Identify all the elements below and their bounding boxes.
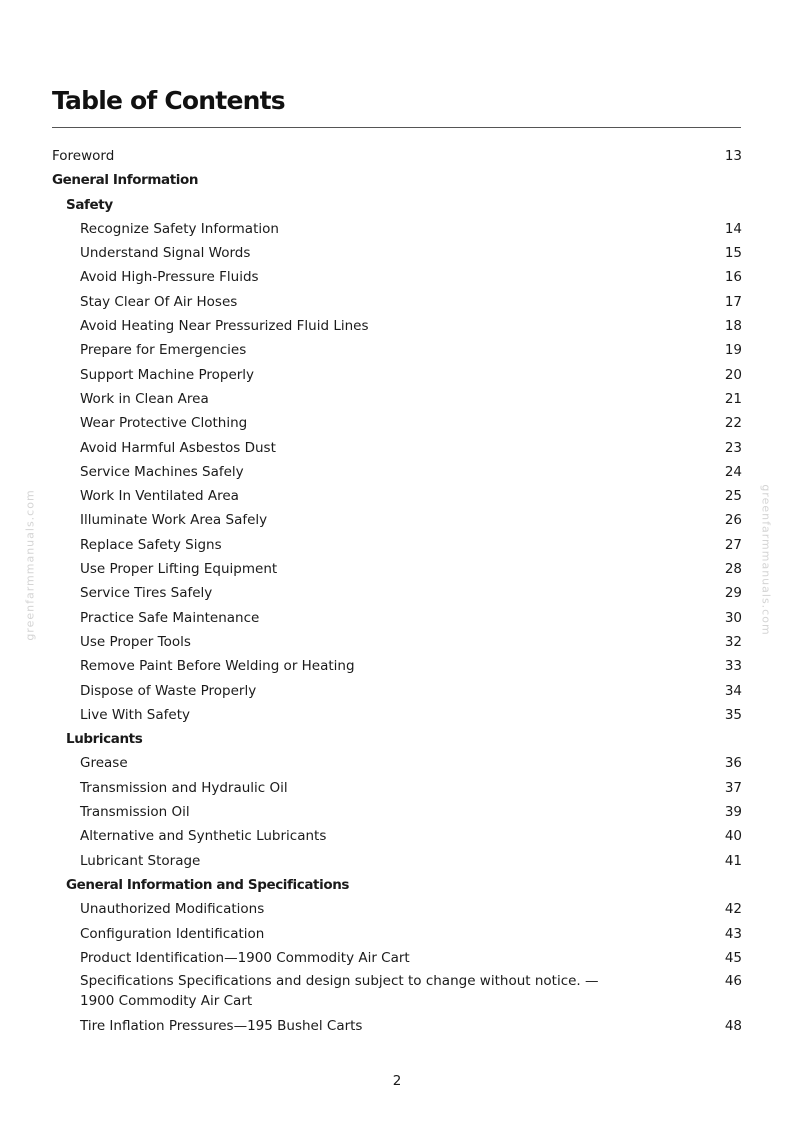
toc-list <box>52 144 742 1038</box>
toc-entry-page: 48 <box>724 1018 742 1035</box>
toc-entry-label: Avoid Heating Near Pressurized Fluid Lines <box>80 318 369 335</box>
toc-entry-page: 35 <box>724 706 742 723</box>
toc-entry-page: 26 <box>724 512 742 529</box>
toc-entry-label: Service Machines Safely <box>80 463 244 480</box>
toc-entry-page: 37 <box>724 779 742 796</box>
toc-entry[interactable] <box>52 946 742 970</box>
toc-subsection-heading[interactable] <box>52 193 742 217</box>
toc-entry-page: 19 <box>724 342 742 359</box>
toc-entry-page: 16 <box>724 269 742 286</box>
toc-entry-label: Live With Safety <box>80 706 190 723</box>
toc-entry-page: 14 <box>724 220 742 237</box>
page-number: 2 <box>392 1073 402 1089</box>
toc-entry-page: 46 <box>724 973 742 990</box>
toc-entry-page: 20 <box>724 366 742 383</box>
toc-entry[interactable] <box>52 751 742 775</box>
toc-section-heading[interactable] <box>52 168 742 192</box>
toc-entry-label: Practice Safe Maintenance <box>80 609 260 626</box>
toc-entry-label: Transmission Oil <box>80 804 190 821</box>
toc-entry[interactable] <box>52 679 742 703</box>
toc-subsection-heading[interactable] <box>52 873 742 897</box>
toc-entry[interactable] <box>52 363 742 387</box>
toc-entry-page: 24 <box>724 463 742 480</box>
toc-entry-label: Dispose of Waste Properly <box>80 682 257 699</box>
toc-entry-label: General Information and Specifications <box>66 876 350 893</box>
toc-entry[interactable] <box>52 436 742 460</box>
toc-entry-page: 23 <box>724 439 742 456</box>
toc-entry-page: 17 <box>724 293 742 310</box>
toc-entry-label: Tire Inflation Pressures—195 Bushel Carts <box>80 1018 363 1035</box>
toc-entry[interactable] <box>52 484 742 508</box>
toc-entry-page: 22 <box>724 415 742 432</box>
toc-entry-label: Specifications Specifications and design subject to change without notice. —1900 Commodity Air Cart <box>80 973 599 1009</box>
toc-entry-label: Illuminate Work Area Safely <box>80 512 268 529</box>
toc-entry-page: 32 <box>724 633 742 650</box>
toc-entry[interactable] <box>52 460 742 484</box>
toc-entry-page: 36 <box>724 755 742 772</box>
toc-entry-page: 40 <box>724 828 742 845</box>
toc-entry-page: 13 <box>724 148 742 164</box>
toc-entry-label: Safety <box>66 196 113 213</box>
toc-entry-page: 15 <box>724 245 742 262</box>
toc-entry[interactable] <box>52 581 742 605</box>
toc-entry[interactable] <box>52 970 742 1014</box>
toc-entry-label: Use Proper Lifting Equipment <box>80 561 278 578</box>
toc-entry-label: Avoid Harmful Asbestos Dust <box>80 439 276 456</box>
toc-entry-label: Alternative and Synthetic Lubricants <box>80 828 327 845</box>
toc-entry[interactable] <box>52 703 742 727</box>
toc-entry-page: 45 <box>724 949 742 966</box>
toc-entry-label: Work in Clean Area <box>80 390 209 407</box>
toc-entry[interactable] <box>52 824 742 848</box>
toc-entry-label: Configuration Identification <box>80 925 265 942</box>
toc-entry[interactable] <box>52 387 742 411</box>
toc-entry-page: 34 <box>724 682 742 699</box>
toc-entry[interactable] <box>52 630 742 654</box>
toc-subsection-heading[interactable] <box>52 727 742 751</box>
toc-entry[interactable] <box>52 606 742 630</box>
toc-entry-label: Work In Ventilated Area <box>80 488 239 505</box>
toc-entry-page: 21 <box>724 390 742 407</box>
toc-entry-label: Lubricant Storage <box>80 852 201 869</box>
toc-entry-label: Grease <box>80 755 128 772</box>
toc-entry-label: Understand Signal Words <box>80 245 251 262</box>
toc-entry-label: Wear Protective Clothing <box>80 415 248 432</box>
toc-entry-label: Lubricants <box>66 731 143 748</box>
toc-entry[interactable] <box>52 897 742 921</box>
toc-entry[interactable] <box>52 800 742 824</box>
toc-entry[interactable] <box>52 533 742 557</box>
toc-entry-label: Prepare for Emergencies <box>80 342 247 359</box>
toc-entry-label: Foreword <box>52 148 115 164</box>
toc-entry[interactable] <box>52 144 742 168</box>
toc-entry-label: Service Tires Safely <box>80 585 213 602</box>
toc-entry-label: Transmission and Hydraulic Oil <box>80 779 288 796</box>
toc-entry-page: 43 <box>724 925 742 942</box>
toc-entry-page: 39 <box>724 804 742 821</box>
toc-entry-page: 25 <box>724 488 742 505</box>
toc-entry[interactable] <box>52 411 742 435</box>
toc-entry-page: 27 <box>724 536 742 553</box>
page-title: Table of Contents <box>52 86 285 115</box>
toc-entry[interactable] <box>52 849 742 873</box>
toc-entry[interactable] <box>52 217 742 241</box>
toc-entry-label: Avoid High-Pressure Fluids <box>80 269 259 286</box>
toc-entry-label: Replace Safety Signs <box>80 536 222 553</box>
toc-entry-label: Product Identification—1900 Commodity Air Cart <box>80 949 410 966</box>
toc-entry[interactable] <box>52 314 742 338</box>
toc-entry-page: 29 <box>724 585 742 602</box>
toc-entry-page: 41 <box>724 852 742 869</box>
toc-entry-page: 42 <box>724 901 742 918</box>
toc-entry-page: 30 <box>724 609 742 626</box>
toc-entry[interactable] <box>52 922 742 946</box>
toc-entry[interactable] <box>52 557 742 581</box>
toc-entry-label: Remove Paint Before Welding or Heating <box>80 658 355 675</box>
watermark-left: greenfarmmanuals.com <box>23 489 37 641</box>
toc-entry-page: 28 <box>724 561 742 578</box>
toc-entry-page: 18 <box>724 318 742 335</box>
toc-entry[interactable] <box>52 338 742 362</box>
toc-entry[interactable] <box>52 1014 742 1038</box>
toc-entry-label: Stay Clear Of Air Hoses <box>80 293 238 310</box>
toc-entry[interactable] <box>52 265 742 289</box>
toc-entry[interactable] <box>52 241 742 265</box>
toc-entry-label: General Information <box>52 172 199 189</box>
toc-entry[interactable] <box>52 508 742 532</box>
toc-entry[interactable] <box>52 654 742 678</box>
toc-entry-label: Support Machine Properly <box>80 366 255 383</box>
title-divider <box>52 127 741 128</box>
toc-entry[interactable] <box>52 290 742 314</box>
toc-entry[interactable] <box>52 776 742 800</box>
toc-entry-page: 33 <box>724 658 742 675</box>
toc-entry-label: Unauthorized Modifications <box>80 901 265 918</box>
watermark-right: greenfarmmanuals.com <box>759 484 773 636</box>
toc-entry-label: Use Proper Tools <box>80 633 191 650</box>
toc-entry-label: Recognize Safety Information <box>80 220 279 237</box>
